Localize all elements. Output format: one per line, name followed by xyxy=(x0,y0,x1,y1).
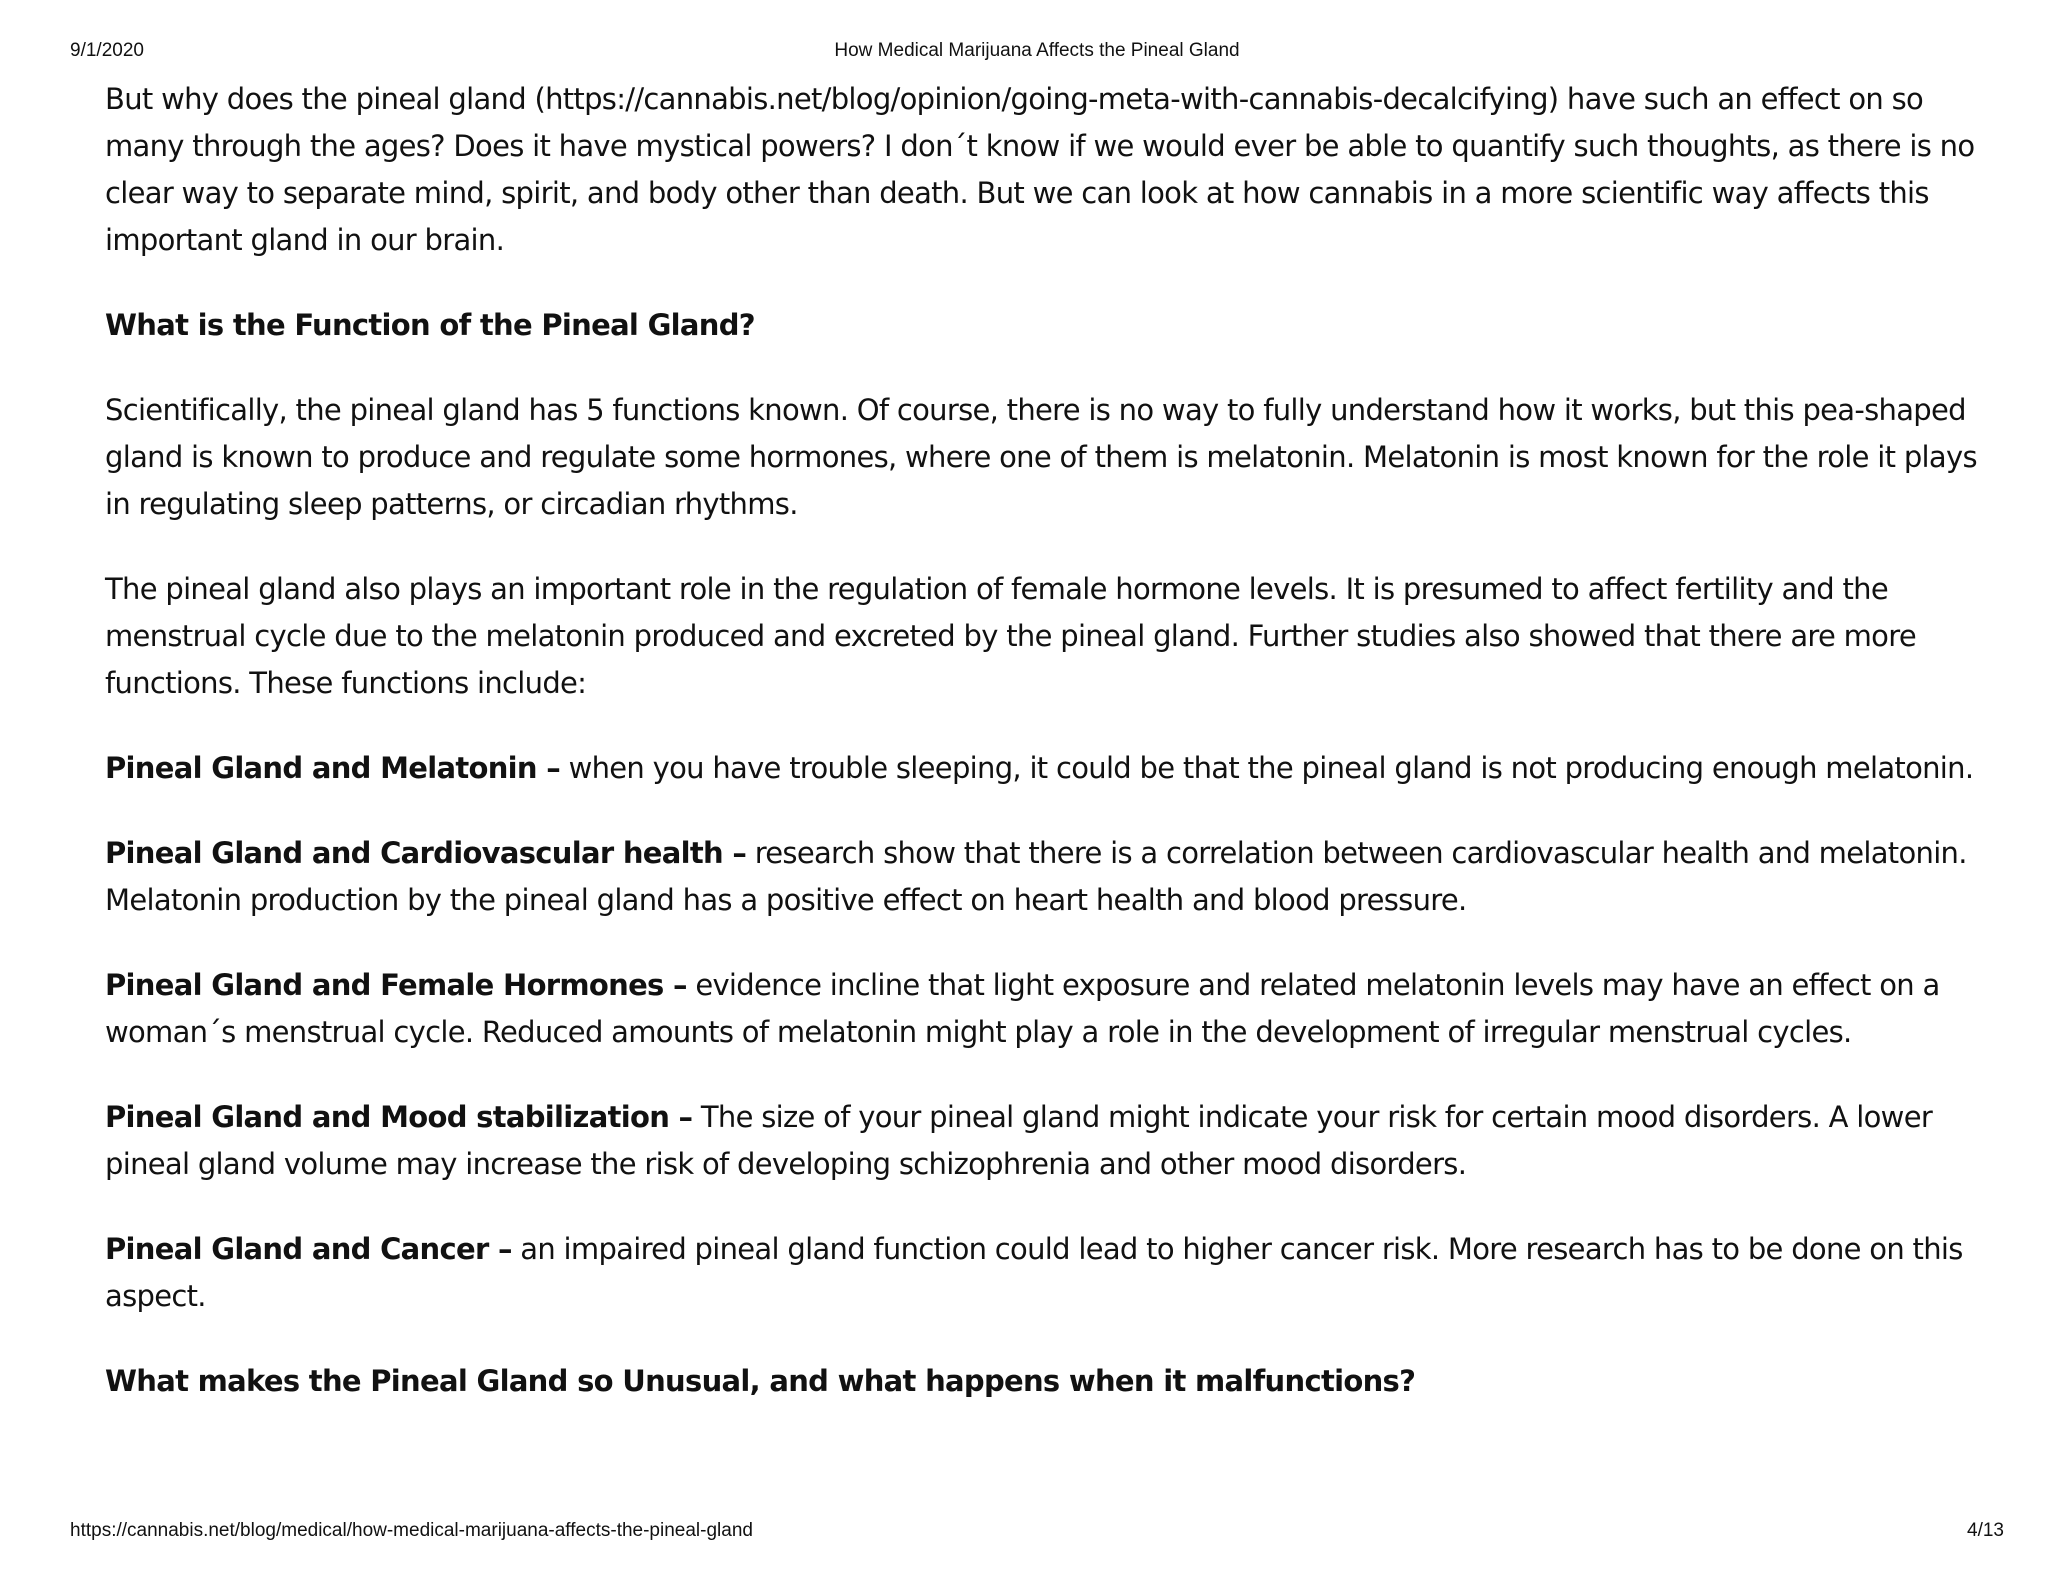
heading-pineal-function: What is the Function of the Pineal Gland? xyxy=(105,308,755,342)
function-item-lead: Pineal Gland and Cardiovascular health – xyxy=(105,836,747,870)
function-item-melatonin xyxy=(105,745,1985,792)
print-source-url: https://cannabis.net/blog/medical/how-medical-marijuana-affects-the-pineal-gland xyxy=(70,1520,753,1541)
print-footer xyxy=(70,1520,2004,1546)
function-item-female-hormones xyxy=(105,962,1985,1056)
function-item-cancer xyxy=(105,1226,1985,1320)
function-item-text: an impaired pineal gland function could lead to higher cancer risk. More research has to be done on this aspect. xyxy=(105,1232,1963,1313)
function-item-lead: Pineal Gland and Cancer – xyxy=(105,1232,512,1266)
function-item-lead: Pineal Gland and Female Hormones – xyxy=(105,968,687,1002)
paragraph-female-hormone-regulation: The pineal gland also plays an important role in the regulation of female hormone levels. It is presumed to affect fertility and the menstrual cycle due to the melatonin produced and excreted by the pineal gland. Further studies also showed that there are more functions. These functions include: xyxy=(105,572,1916,700)
print-header xyxy=(70,40,2004,66)
paragraph-functions: Scientifically, the pineal gland has 5 functions known. Of course, there is no way to fully understand how it works, but this pea-shaped gland is known to produce and regulate some hormones, where one of them is melatonin. Melatonin is most known for the role it plays in regulating sleep patterns, or circadian rhythms. xyxy=(105,393,1977,521)
print-page-number: 4/13 xyxy=(1967,1520,2004,1541)
function-item-mood xyxy=(105,1094,1985,1188)
function-item-lead: Pineal Gland and Melatonin – xyxy=(105,751,561,785)
function-item-text: The size of your pineal gland might indicate your risk for certain mood disorders. A lower pineal gland volume may increase the risk of developing schizophrenia and other mood disorders. xyxy=(105,1100,1933,1181)
function-item-text: when you have trouble sleeping, it could be that the pineal gland is not producing enough melatonin. xyxy=(560,751,1974,785)
print-page-title: How Medical Marijuana Affects the Pineal Gland xyxy=(834,40,1240,61)
function-item-text: research show that there is a correlation between cardiovascular health and melatonin. Melatonin production by the pineal gland has a positive effect on heart health and blood pressure. xyxy=(105,836,1967,917)
function-item-cardiovascular xyxy=(105,830,1985,924)
heading-unusual-malfunction: What makes the Pineal Gland so Unusual, and what happens when it malfunctions? xyxy=(105,1364,1416,1398)
intro-paragraph: But why does the pineal gland (https://cannabis.net/blog/opinion/going-meta-with-cannabis-decalcifying) have such an effect on so many through the ages? Does it have mystical powers? I don´t know if we would ever be able to quantify such thoughts, as there is no clear way to separate mind, spirit, and body other than death. But we can look at how cannabis in a more scientific way affects this important gland in our brain. xyxy=(105,82,1975,257)
function-item-text: evidence incline that light exposure and related melatonin levels may have an effect on a woman´s menstrual cycle. Reduced amounts of melatonin might play a role in the development of irregular menstrual cycles. xyxy=(105,968,1940,1049)
print-date: 9/1/2020 xyxy=(70,40,144,61)
function-item-lead: Pineal Gland and Mood stabilization – xyxy=(105,1100,693,1134)
article-body xyxy=(105,76,1985,1443)
